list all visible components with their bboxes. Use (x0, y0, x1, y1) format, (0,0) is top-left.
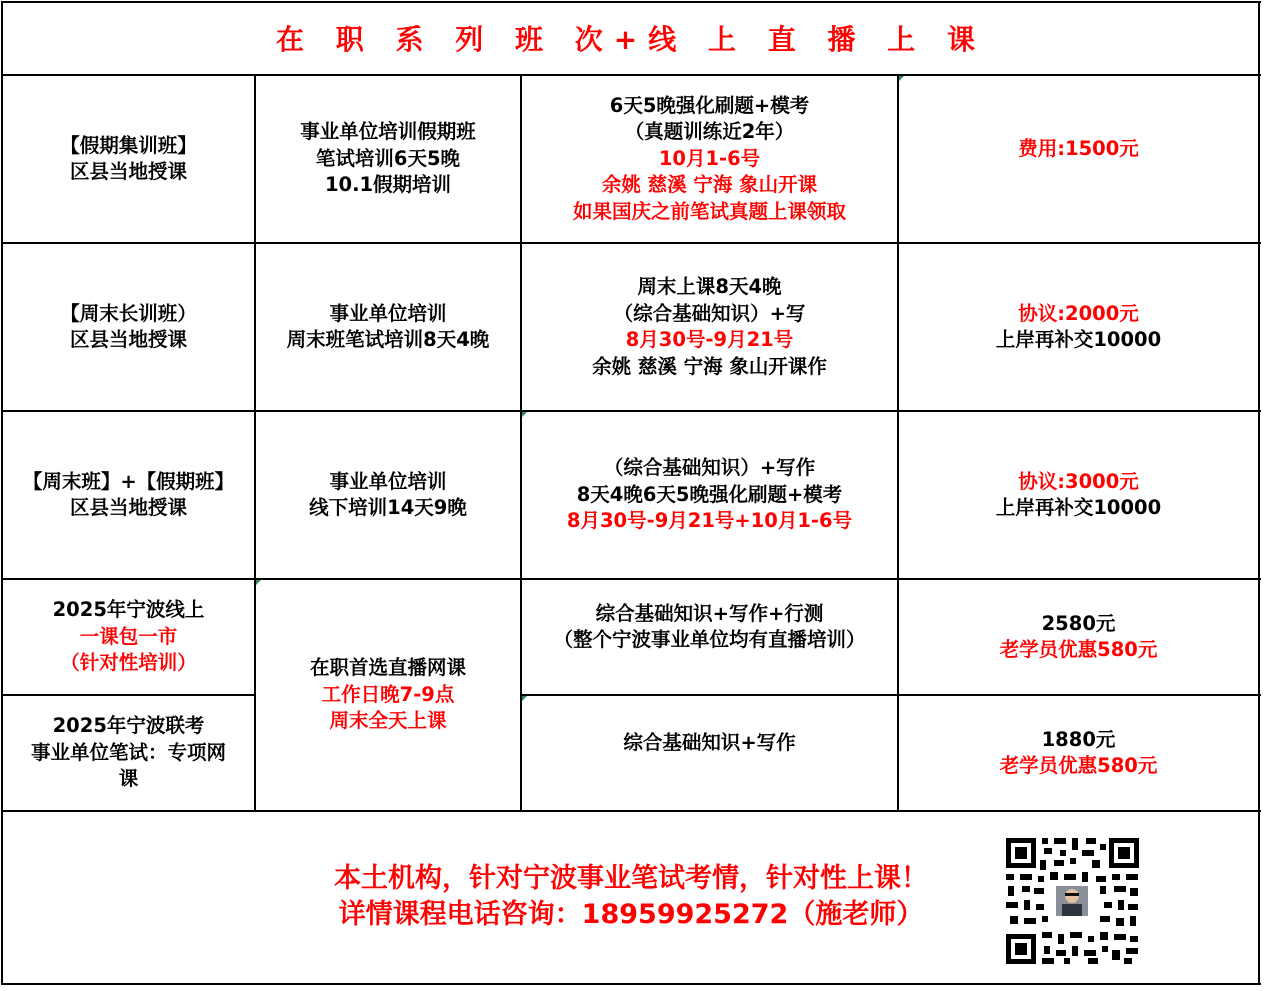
price-text: 费用:1500元 (1018, 136, 1139, 160)
qr-code-icon (1004, 836, 1141, 966)
merged-col2 (256, 580, 520, 810)
row3-col1 (3, 412, 254, 578)
cell-line: 课 (118, 767, 139, 791)
cell-line: 周末全天上课 (329, 709, 447, 733)
cell-line: 事业单位培训假期班 (300, 120, 476, 144)
row5-col3 (522, 696, 897, 790)
row2-col2 (256, 244, 520, 410)
row3-col3 (522, 412, 897, 578)
cell-line: （针对性培训） (60, 651, 197, 675)
course-table (1, 1, 1261, 986)
table-border-bottom (1, 983, 1261, 985)
cell-line: 6天5晚强化刷题+模考 (609, 93, 810, 117)
price-text: 1880元 (1041, 727, 1116, 751)
row2-col4 (899, 244, 1258, 410)
discount-text: 老学员优惠580元 (999, 638, 1158, 661)
cell-line: （真题训练近2年） (624, 120, 795, 144)
row1-col1 (3, 76, 254, 242)
cell-line: 线下培训14天9晚 (309, 496, 467, 519)
row2-col1 (3, 244, 254, 410)
cell-line: 【周末长训班） (60, 301, 197, 325)
cell-line: 余姚 慈溪 宁海 象山开课 (601, 173, 818, 197)
cell-line: 事业单位培训 (329, 301, 447, 325)
cell-line: 10月1-6号 (658, 146, 761, 170)
row4-col1 (3, 580, 254, 694)
cell-line: 如果国庆之前笔试真题上课领取 (572, 199, 846, 223)
cell-line: 2025年宁波线上 (52, 598, 205, 622)
cell-line: （整个宁波事业单位均有直播培训） (553, 628, 866, 651)
row3-col4 (899, 412, 1258, 578)
row4-col4 (899, 580, 1258, 694)
cell-line: 一课包一市 (79, 624, 178, 648)
cell-line: 8月30号-9月21号+10月1-6号 (566, 509, 853, 533)
table-divider (1, 810, 1261, 812)
cell-line: 区县当地授课 (69, 160, 187, 183)
footer-line: 本土机构，针对宁波事业笔试考情，针对性上课！ (334, 863, 928, 894)
row5-col4 (899, 696, 1258, 810)
cell-line: 8月30号-9月21号 (625, 328, 794, 351)
cell-line: （综合基础知识）+写作 (603, 456, 816, 480)
cell-line: 周末班笔试培训8天4晚 (286, 328, 490, 351)
discount-text: 老学员优惠580元 (999, 754, 1158, 777)
cell-line: 工作日晚7-9点 (321, 682, 455, 706)
cell-line: 8天4晚6天5晚强化刷题+模考 (576, 482, 843, 506)
price-text: 协议:2000元 (1018, 301, 1139, 325)
cell-line: 综合基础知识+写作 (623, 730, 796, 754)
price-text: 协议:3000元 (1018, 469, 1139, 493)
row2-col3 (522, 244, 897, 410)
cell-line: 笔试培训6天5晚 (315, 146, 461, 170)
cell-line: 事业单位培训 (329, 469, 447, 493)
row1-col2 (256, 76, 520, 242)
table-border-right (1258, 1, 1260, 985)
page-title: 在 职 系 列 班 次+线 上 直 播 上 课 (276, 23, 986, 56)
cell-line: （综合基础知识）+写 (613, 301, 806, 325)
cell-line: 上岸再补交10000 (995, 496, 1162, 519)
cell-line: 事业单位笔试：专项网 (30, 740, 226, 764)
cell-line: 区县当地授课 (69, 328, 187, 351)
cell-line: 【假期集训班】 (60, 133, 197, 157)
table-border-top (1, 1, 1261, 3)
row4-col3 (522, 580, 897, 674)
cell-line: 【周末班】+【假期班】 (22, 469, 235, 493)
cell-line: 区县当地授课 (69, 496, 187, 519)
row1-col4 (899, 76, 1258, 222)
cell-line: 综合基础知识+写作+行测 (595, 601, 824, 625)
cell-line: 上岸再补交10000 (995, 328, 1162, 351)
cell-line: 10.1假期培训 (324, 173, 452, 197)
cell-line: 2025年宁波联考 (52, 714, 205, 738)
row5-col1 (3, 696, 254, 810)
row1-col3 (522, 76, 897, 242)
price-text: 2580元 (1041, 611, 1116, 635)
cell-line: 周末上课8天4晚 (637, 275, 782, 298)
footer-contact (201, 861, 1061, 933)
row3-col2 (256, 412, 520, 578)
cell-line: 在职首选直播网课 (309, 656, 466, 680)
cell-line: 余姚 慈溪 宁海 象山开课作 (592, 354, 827, 378)
footer-line: 详情课程电话咨询：18959925272（施老师） (338, 899, 924, 930)
